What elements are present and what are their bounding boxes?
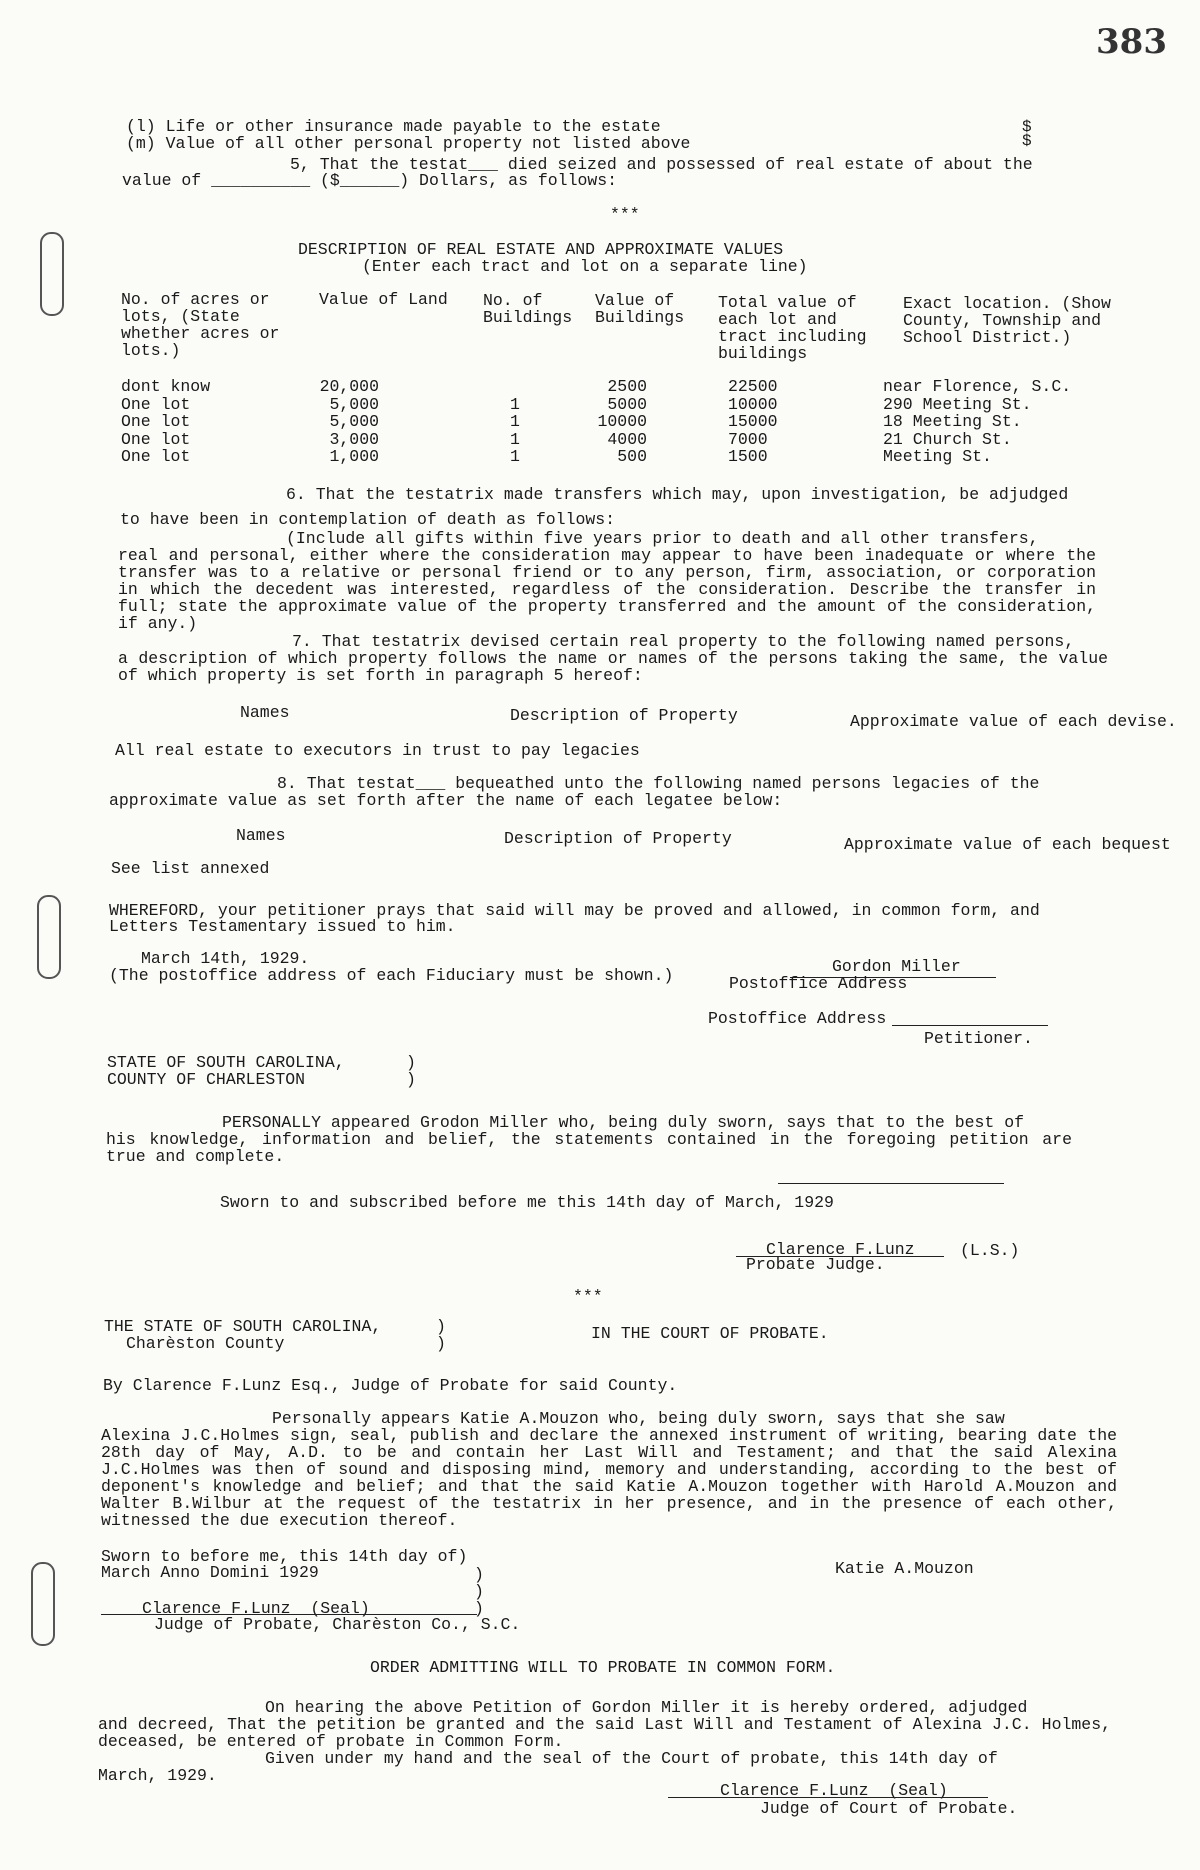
page-number: 383	[1096, 22, 1167, 62]
para7-col-desc: Description of Property	[510, 706, 738, 725]
wherefore-line1: WHEREFORD, your petitioner prays that said will may be proved and allowed, in common form, and	[109, 901, 1040, 920]
item-m: (m) Value of all other personal property not listed above	[126, 134, 691, 153]
petition-po-line	[892, 1025, 1048, 1026]
affidavit-paren-2: )	[406, 1070, 416, 1089]
affidavit-ls: (L.S.)	[960, 1241, 1020, 1260]
header-acres: No. of acres or lots, (State whether acres or lots.)	[121, 290, 280, 360]
punch-hole-top	[40, 232, 64, 316]
para7-col-names: Names	[240, 703, 290, 722]
real-estate-subtitle: (Enter each tract and lot on a separate line)	[362, 257, 808, 276]
court-name: IN THE COURT OF PROBATE.	[591, 1324, 829, 1343]
table-cell-r2-c3: 10000	[597, 412, 647, 431]
court-paren-a: )	[474, 1565, 484, 1584]
dollar-sign-l: $	[1022, 118, 1032, 136]
para5-line2: value of __________ ($______) Dollars, as follows:	[122, 171, 618, 190]
affidavit-signature-line	[778, 1183, 1004, 1184]
item-l: (l) Life or other insurance made payable to the estate	[126, 117, 661, 136]
table-cell-r1-c5: 290 Meeting St.	[883, 394, 1032, 414]
para7-first: 7. That testatrix devised certain real property to the following named persons,	[292, 632, 1075, 651]
header-value-land: Value of Land	[319, 290, 448, 309]
dollar-sign-m: $	[1022, 132, 1032, 150]
header-total-value: Total value of each lot and tract including buildings	[718, 293, 867, 363]
court-sworn-1: Sworn to before me, this 14th day of)	[101, 1547, 468, 1566]
petition-date: March 14th, 1929.	[141, 949, 310, 968]
order-given: Given under my hand and the seal of the Court of probate, this 14th day of	[265, 1749, 998, 1768]
order-signer: Clarence F.Lunz (Seal)	[720, 1781, 948, 1800]
separator-1: ***	[610, 205, 640, 224]
petition-signer: Gordon Miller	[832, 957, 961, 976]
table-cell-r3-c3: 4000	[607, 429, 647, 449]
para7-entry: All real estate to executors in trust to pay legacies	[115, 741, 640, 760]
petition-po-address-2: Postoffice Address	[708, 1009, 887, 1028]
para7-col-value: Approximate value of each devise.	[850, 712, 1177, 731]
table-cell-r1-c3: 5000	[607, 394, 647, 414]
para8-col-value: Approximate value of each bequest	[844, 835, 1171, 854]
para8-col-names: Names	[236, 826, 286, 845]
affidavit-judge-name: Clarence F.Lunz	[766, 1240, 915, 1259]
affidavit-sworn: Sworn to and subscribed before me this 14th day of March, 1929	[220, 1193, 834, 1212]
table-cell-r4-c0: One lot	[121, 447, 191, 466]
table-cell-r2-c0: One lot	[121, 412, 191, 431]
petition-note: (The postoffice address of each Fiduciary must be shown.)	[109, 966, 674, 985]
petitioner-label: Petitioner.	[924, 1029, 1033, 1048]
order-first: On hearing the above Petition of Gordon Miller it is hereby ordered, adjudged	[265, 1698, 1028, 1717]
court-sworn-2: March Anno Domini 1929	[101, 1563, 319, 1582]
table-cell-r4-c2: 1	[510, 447, 520, 466]
para8-entry: See list annexed	[111, 859, 270, 878]
court-paren-1: )	[436, 1317, 446, 1336]
para8-first: 8. That testat___ bequeathed unto the following named persons legacies of the	[277, 774, 1040, 793]
punch-hole-middle	[37, 895, 61, 979]
order-date: March, 1929.	[98, 1766, 217, 1785]
table-cell-r0-c3: 2500	[607, 377, 647, 396]
real-estate-title: DESCRIPTION OF REAL ESTATE AND APPROXIMATE VALUES	[298, 240, 784, 259]
affidavit-first: PERSONALLY appeared Grodon Miller who, being duly sworn, says that to the best of	[222, 1113, 1025, 1132]
table-cell-r0-c5: near Florence, S.C.	[883, 377, 1072, 396]
para6-note-first: (Include all gifts within five years prior to death and all other transfers,	[286, 529, 1039, 548]
table-cell-r3-c2: 1	[510, 429, 520, 449]
para8-col-desc: Description of Property	[504, 829, 732, 848]
punch-hole-bottom	[31, 1562, 55, 1646]
court-judge-sig: Clarence F.Lunz (Seal)	[142, 1599, 370, 1618]
table-cell-r2-c4: 15000	[728, 412, 778, 431]
affidavit-judge-title: Probate Judge.	[746, 1255, 885, 1274]
table-cell-r3-c1: 3,000	[329, 429, 379, 449]
table-cell-r1-c0: One lot	[121, 394, 191, 414]
header-location: Exact location. (Show County, Township and School District.)	[903, 294, 1111, 347]
header-value-buildings: Value of Buildings	[595, 291, 685, 327]
order-rest: and decreed, That the petition be granted and the said Last Will and Testament of Alexina J.C. Holmes, deceased, be entered of probate in Common Form.	[98, 1715, 1111, 1751]
table-cell-r3-c5: 21 Church St.	[883, 429, 1012, 449]
court-county: Charèston County	[126, 1334, 285, 1353]
table-cell-r4-c3: 500	[617, 447, 647, 466]
petition-po-address-1: Postoffice Address	[729, 974, 908, 993]
para6-note-rest: real and personal, either where the consideration may appear to have been inadequate or where the transfer was to a relative or personal friend or to any person, firm, association, or corporation in which the decedent was interested, regardless of the consideration. Describe the transfer in full; state the approximate value of the property transferred and the amount of the consideration, if any.)	[118, 546, 1096, 633]
court-paren-b: )	[474, 1582, 484, 1601]
court-state: THE STATE OF SOUTH CAROLINA,	[104, 1317, 382, 1336]
table-cell-r4-c1: 1,000	[329, 447, 379, 466]
para6-line2: to have been in contemplation of death as follows:	[120, 510, 616, 529]
court-rest: Alexina J.C.Holmes sign, seal, publish and declare the annexed instrument of writing, bearing date the 28th day of May, A.D. to be and contain her Last Will and Testament; and that the said Alexina J.C.Holmes was then of sound and disposing mind, memory and understanding, according to the best of deponent's knowledge and belief; and that the said Katie A.Mouzon together with Harold A.Mouzon and Walter B.Wilbur at the request of the testatrix in her presence, and in the presence of each other, witnessed the due execution thereof.	[101, 1426, 1117, 1530]
separator-2: ***	[573, 1287, 603, 1306]
order-signature-line	[668, 1797, 988, 1798]
court-paren-c: )	[474, 1599, 484, 1618]
table-cell-r0-c0: dont know	[121, 377, 211, 396]
header-buildings: No. of Buildings	[483, 291, 573, 327]
wherefore-line2: Letters Testamentary issued to him.	[109, 917, 456, 936]
table-cell-r3-c4: 7000	[728, 429, 768, 449]
table-cell-r1-c4: 10000	[728, 394, 778, 414]
table-cell-r1-c1: 5,000	[329, 394, 379, 414]
table-cell-r2-c1: 5,000	[329, 412, 379, 431]
order-signer-title: Judge of Court of Probate.	[760, 1799, 1018, 1818]
table-cell-r4-c4: 1500	[728, 447, 768, 466]
order-title: ORDER ADMITTING WILL TO PROBATE IN COMMON FORM.	[370, 1658, 836, 1677]
court-paren-2: )	[436, 1334, 446, 1353]
table-cell-r2-c5: 18 Meeting St.	[883, 412, 1022, 431]
para8-second: approximate value as set forth after the name of each legatee below:	[109, 791, 783, 810]
table-cell-r0-c4: 22500	[728, 377, 778, 396]
affidavit-paren-1: )	[406, 1053, 416, 1072]
para6-line1: 6. That the testatrix made transfers which may, upon investigation, be adjudged	[286, 485, 1069, 504]
table-cell-r4-c5: Meeting St.	[883, 447, 992, 466]
table-cell-r1-c2: 1	[510, 394, 520, 414]
court-by-line: By Clarence F.Lunz Esq., Judge of Probate for said County.	[103, 1376, 678, 1395]
affidavit-rest: his knowledge, information and belief, the statements contained in the foregoing petition are true and complete.	[106, 1130, 1072, 1166]
table-cell-r2-c2: 1	[510, 412, 520, 431]
para7-rest: a description of which property follows the name or names of the persons taking the same, the value of which property is set forth in paragraph 5 hereof:	[118, 649, 1108, 685]
affidavit-county: COUNTY OF CHARLESTON	[107, 1070, 306, 1089]
table-cell-r0-c1: 20,000	[319, 377, 379, 396]
court-judge-title: Judge of Probate, Charèston Co., S.C.	[154, 1615, 521, 1634]
court-witness: Katie A.Mouzon	[835, 1559, 974, 1578]
court-first: Personally appears Katie A.Mouzon who, being duly sworn, says that she saw	[272, 1409, 1005, 1428]
table-cell-r3-c0: One lot	[121, 429, 191, 449]
affidavit-state: STATE OF SOUTH CAROLINA,	[107, 1053, 345, 1072]
para5-line1: 5, That the testat___ died seized and possessed of real estate of about the	[290, 155, 1033, 174]
